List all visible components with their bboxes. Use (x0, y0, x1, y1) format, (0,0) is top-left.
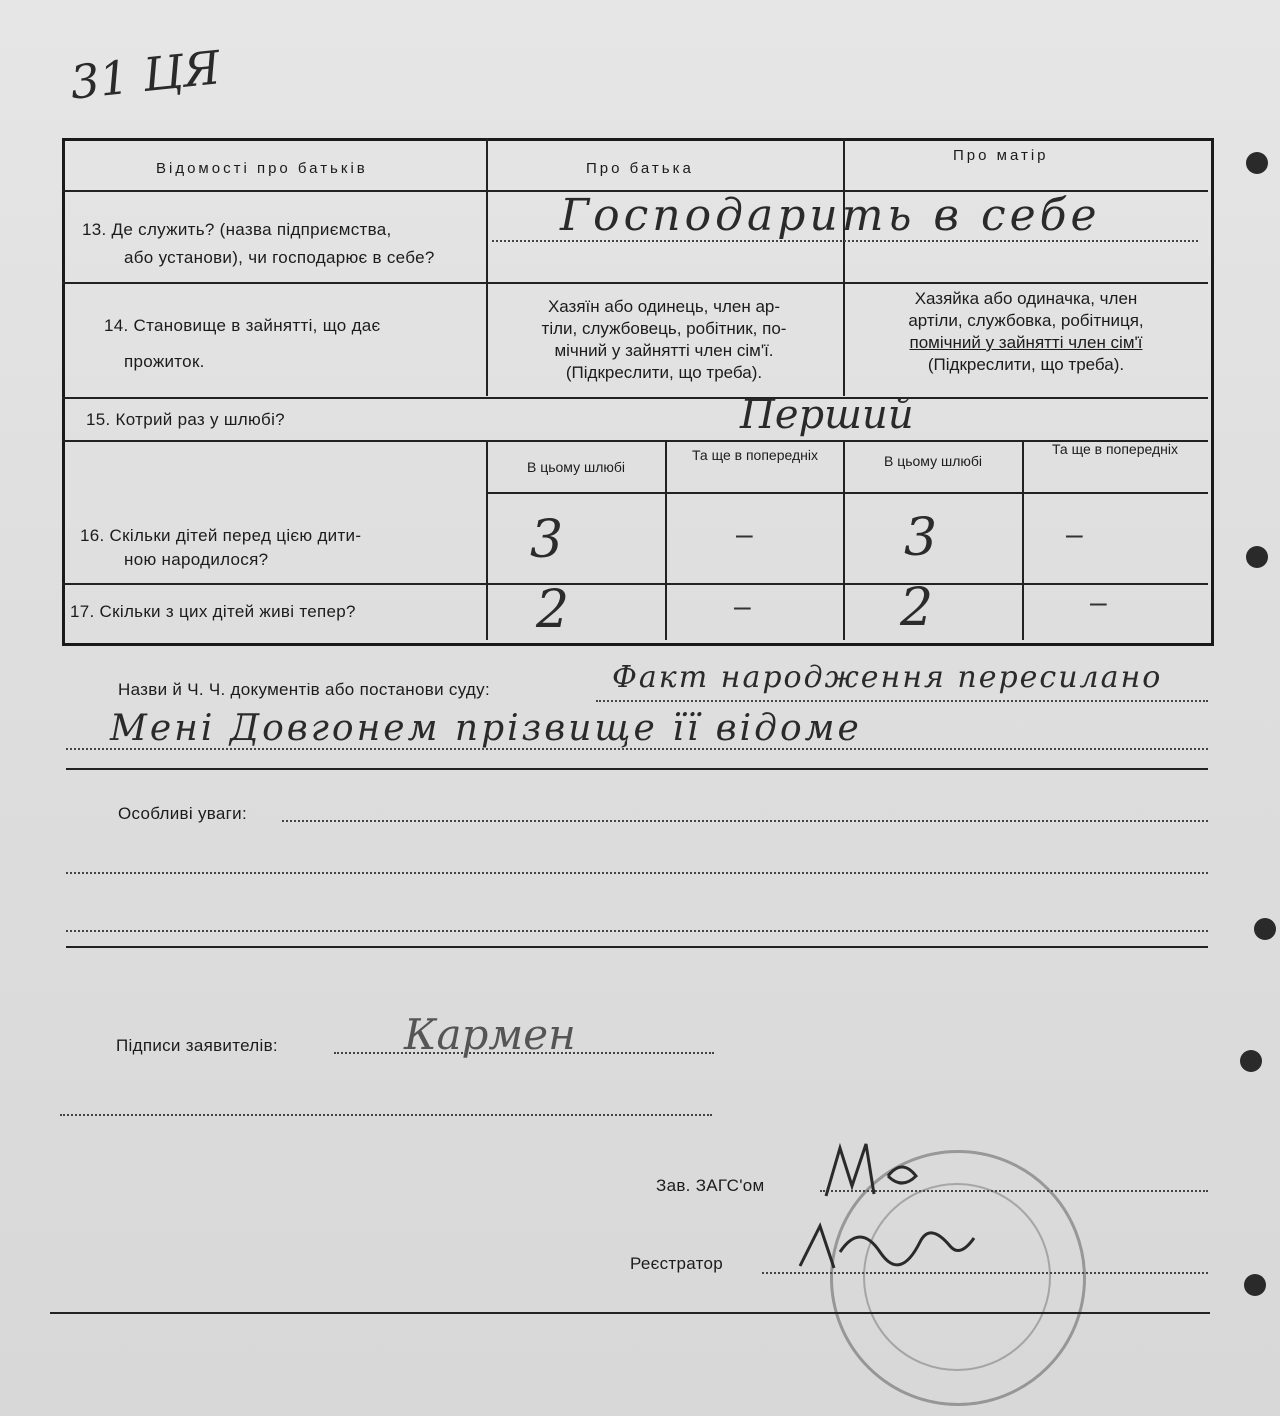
q16-mother-prev-value: – (1066, 518, 1083, 551)
q16-label-line2: ною народилося? (124, 550, 269, 569)
binding-hole (1246, 152, 1268, 174)
table-rule (486, 138, 488, 396)
table-rule (62, 397, 1208, 399)
q14-father-line: тіли, службовець, робітник, по- (541, 319, 787, 338)
q16-label-line1: 16. Скільки дітей перед цією дити- (80, 526, 362, 545)
table-rule (62, 440, 1208, 442)
zags-head-signature (818, 1136, 938, 1216)
q17-mother-prev-value: – (1090, 586, 1107, 619)
documents-handwriting-line2: Мені Довгонем прізвище її відоме (110, 708, 862, 749)
table-rule (843, 138, 845, 396)
q15-label: 15. Котрий раз у шлюбі? (86, 410, 285, 429)
q14-mother-line: артіли, службовка, робітниця, (908, 311, 1144, 330)
remarks-label: Особливі уваги: (118, 804, 248, 823)
q14-label-line2: прожиток. (124, 352, 205, 371)
table-rule (665, 440, 667, 640)
table-rule (486, 440, 488, 640)
binding-hole (1254, 918, 1276, 940)
q14-mother-options (851, 288, 1201, 376)
q14-father-line: Хазяїн або одинець, член ар- (547, 297, 781, 316)
q17-father-this-value: 2 (536, 580, 570, 640)
registrar-signature (790, 1216, 990, 1286)
q13-label-line2: або установи), чи господарює в себе? (124, 248, 435, 267)
q14-father-line: (Підкреслити, що треба). (565, 363, 763, 382)
table-rule (843, 440, 845, 640)
q14-mother-line: Хазяйка або одиначка, член (914, 289, 1138, 308)
registrar-label: Реєстратор (630, 1254, 724, 1273)
q14-mother-line: (Підкреслити, що треба). (927, 355, 1125, 374)
bottom-rule (50, 1312, 1210, 1314)
q13-answer-handwriting: Господарить в себе (560, 190, 1101, 241)
remarks-line (66, 930, 1208, 932)
q15-answer-handwriting: Перший (740, 392, 914, 438)
table-rule (1022, 440, 1024, 640)
documents-rule (66, 768, 1208, 770)
q16-sub-father-this: В цьому шлюбі (526, 459, 626, 475)
remarks-rule (66, 946, 1208, 948)
q17-mother-this-value: 2 (900, 578, 934, 638)
signatures-line (60, 1114, 712, 1116)
binding-hole (1240, 1050, 1262, 1072)
q14-father-options (494, 296, 834, 384)
table-rule (62, 282, 1208, 284)
zags-head-label: Зав. ЗАГС'ом (656, 1176, 765, 1195)
documents-line (596, 700, 1208, 702)
q17-label: 17. Скільки з цих дітей живі тепер? (70, 602, 356, 621)
q13-label-line1: 13. Де служить? (назва підприємства, (82, 220, 392, 239)
documents-handwriting-line1: Факт народження пересилано (612, 660, 1163, 695)
q16-father-this-value: 3 (530, 510, 564, 570)
archive-number: 31 ЦЯ (67, 40, 223, 110)
q16-sub-mother-prev: Та ще в попередніх (1052, 441, 1178, 457)
remarks-line (282, 820, 1208, 822)
q16-sub-mother-this: В цьому шлюбі (883, 453, 983, 469)
binding-hole (1246, 546, 1268, 568)
signatures-label: Підписи заявителів: (116, 1036, 278, 1055)
table-rule (62, 583, 1208, 585)
q16-sub-father-prev: Та ще в попередніх (692, 447, 818, 463)
binding-hole (1244, 1274, 1266, 1296)
documents-label: Назви й Ч. Ч. документів або постанови суду: (118, 680, 490, 699)
remarks-line (66, 872, 1208, 874)
q14-mother-line: помічний у зайнятті член сім'ї (909, 333, 1143, 352)
q16-father-prev-value: – (736, 518, 753, 551)
header-parents-info: Відомості про батьків (156, 160, 368, 177)
q14-label-line1: 14. Становище в зайнятті, що дає (104, 316, 381, 335)
header-about-father: Про батька (586, 160, 694, 177)
header-about-mother: Про матір (953, 147, 1049, 164)
table-rule (486, 492, 1208, 494)
q16-mother-this-value: 3 (904, 508, 938, 568)
signatures-handwriting: Кармен (404, 1010, 576, 1059)
q17-father-prev-value: – (734, 590, 751, 623)
q14-father-line: мічний у зайнятті член сім'ї. (554, 341, 774, 360)
